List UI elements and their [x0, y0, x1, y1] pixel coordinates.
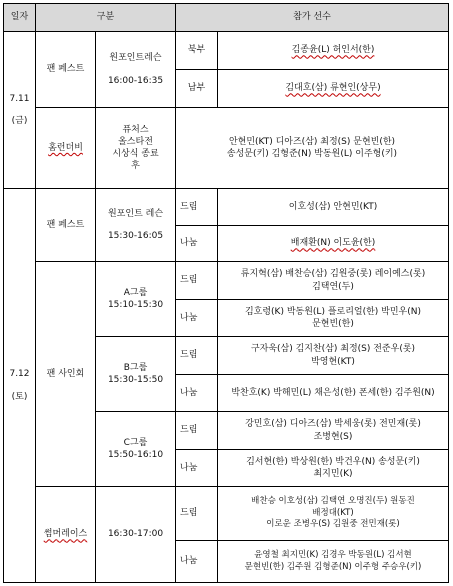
- sr-nanum-players: 윤영철 최지민(K) 김경우 박동원(L) 김서현 문현빈(한) 김주원 김형준(N) 이주형 주승우(키): [218, 541, 449, 583]
- group-a-time: 15:10-15:30: [107, 300, 164, 310]
- day2-summer-race-label: [36, 487, 96, 583]
- day2-group-c-cell: [96, 412, 176, 487]
- sr-nanum-label: 나눔: [176, 541, 218, 583]
- day2-lesson-label: 원포인트 레슨: [107, 208, 164, 219]
- b-nanum-players: 박찬호(K) 박해민(L) 채은성(한) 폰세(한) 김주원(N): [218, 375, 449, 412]
- group-b-time: 15:30-15:50: [107, 375, 164, 385]
- b-dream-players: 구자욱(삼) 김지찬(삼) 최정(S) 전준우(롯) 박영현(KT): [218, 337, 449, 375]
- header-players: 참가 선수: [176, 3, 449, 32]
- day1-lesson-label: 원포인트레슨: [109, 53, 162, 64]
- day2-fan-sign-label: 팬 사인회: [36, 262, 96, 487]
- day1-homerun-derby-label: [36, 108, 96, 189]
- b-nanum-label: 나눔: [176, 375, 218, 412]
- day1-south-players-text: 김대호(삼) 류현인(상무): [285, 83, 381, 94]
- group-b-label: B그룹: [123, 362, 148, 373]
- group-c-label: C그룹: [123, 437, 148, 448]
- sr-dream-label: 드림: [176, 487, 218, 541]
- c-dream-players: 강민호(삼) 디아즈(삼) 박세웅(롯) 전민재(롯) 조병현(S): [218, 412, 449, 450]
- day2-group-a-cell: [96, 262, 176, 337]
- day2-lesson-time: 15:30-16:05: [107, 231, 164, 241]
- day2-group-b-cell: [96, 337, 176, 412]
- day2-weekday: (토): [11, 391, 28, 402]
- day1-homerun-derby-text: 홈런더비: [48, 142, 83, 153]
- day1-weekday: (금): [11, 116, 28, 126]
- day1-north-players: [218, 32, 449, 70]
- day2-ff-dream-label: 드림: [176, 189, 218, 226]
- day1-futures-allstar: 퓨처스 올스타전 시상식 종료 후: [96, 108, 176, 189]
- group-c-time: 15:50-16:10: [107, 450, 164, 460]
- header-category: 구분: [36, 3, 176, 32]
- day1-north-players-text: 김종윤(L) 허인서(한): [291, 45, 375, 56]
- a-nanum-label: 나눔: [176, 300, 218, 337]
- a-dream-players: 류지혁(삼) 배찬승(삼) 김원중(롯) 레이예스(롯) 김택연(두): [218, 262, 449, 300]
- day2-ff-nanum-label: 나눔: [176, 226, 218, 262]
- a-nanum-players: 김호령(K) 박동원(L) 플로리얼(한) 박민우(N) 문현빈(한): [218, 300, 449, 337]
- day1-south-players: [218, 70, 449, 108]
- summer-race-text: 썸머레이스: [43, 529, 88, 540]
- day2-ff-dream-players: 이호성(삼) 안현민(KT): [218, 189, 449, 226]
- a-dream-label: 드림: [176, 262, 218, 300]
- c-dream-label: 드림: [176, 412, 218, 450]
- day2-ff-nanum-players-text: 배재환(N) 이도윤(한): [290, 238, 376, 249]
- day1-lesson-time: 16:00-16:35: [107, 75, 164, 86]
- day1-date-cell: [3, 32, 36, 189]
- day1-fan-fest-label: 팬 페스트: [36, 32, 96, 108]
- b-dream-label: 드림: [176, 337, 218, 375]
- day2-summer-race-time: 16:30-17:00: [96, 487, 176, 583]
- c-nanum-players: 김서현(한) 박상원(한) 박건우(N) 송성문(키) 최지민(K): [218, 450, 449, 487]
- day2-date: 7.12: [9, 369, 30, 380]
- day2-date-cell: [3, 189, 36, 583]
- day2-fan-fest-label: 팬 페스트: [36, 189, 96, 262]
- day1-lesson-cell: [96, 32, 176, 108]
- day2-ff-nanum-players: [218, 226, 449, 262]
- day1-south-label: 남부: [176, 70, 218, 108]
- group-a-label: A그룹: [123, 287, 148, 298]
- day1-date: 7.11: [9, 93, 30, 104]
- header-date: 일자: [3, 3, 36, 32]
- c-nanum-label: 나눔: [176, 450, 218, 487]
- day2-lesson-cell: [96, 189, 176, 262]
- day1-north-label: 북부: [176, 32, 218, 70]
- day1-derby-players: 안현민(KT) 디아즈(삼) 최정(S) 문현빈(한) 송성문(키) 김형준(N) 박동원(L) 이주형(키): [176, 108, 449, 189]
- sr-dream-players: 배찬승 이호성(삼) 김택연 오명진(두) 원동진 배정대(KT) 이로운 조병우(S) 김원중 전민재(롯): [218, 487, 449, 541]
